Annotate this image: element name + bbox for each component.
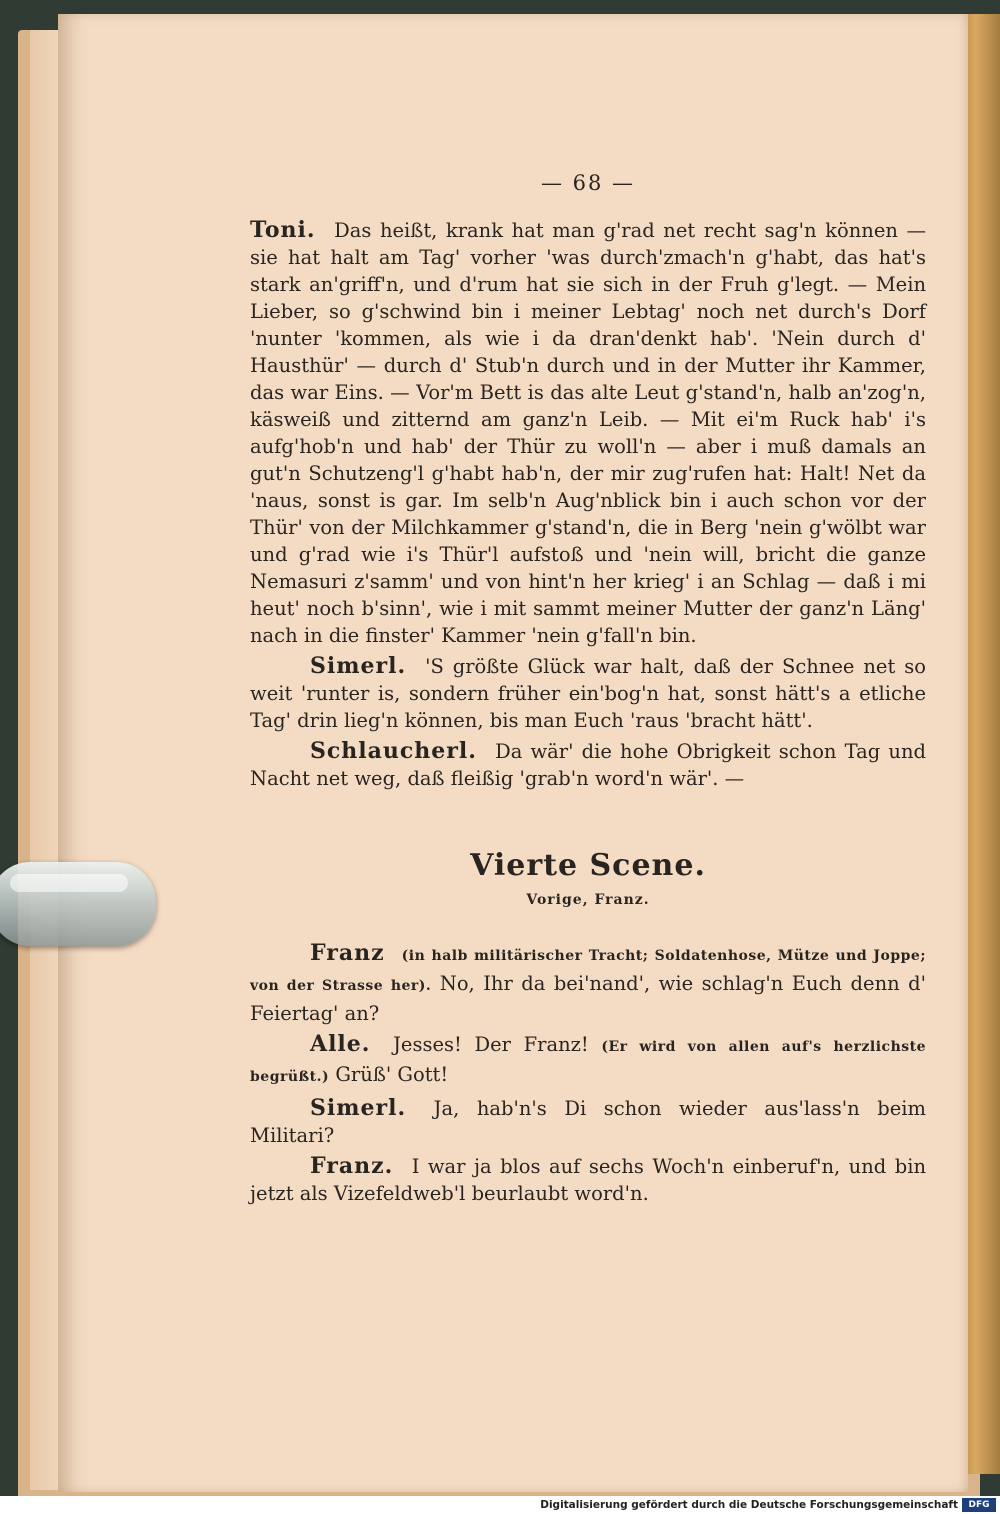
scene-title: Vierte Scene. [470, 848, 706, 883]
dialogue-paragraph [250, 1153, 926, 1207]
dialogue-text: Grüß' Gott! [335, 1063, 449, 1086]
dfg-logo: DFG [962, 1498, 996, 1512]
speaker-name: Simerl. [310, 653, 407, 679]
speaker-name: Franz. [310, 1153, 394, 1179]
page-text [250, 170, 926, 1211]
dialogue-text: No, Ihr da bei'nand', wie schlag'n Euch denn d' Feiertag' an? [250, 972, 926, 1025]
footer-credit: Digitalisierung gefördert durch die Deutsche Forschungsgemeinschaft [540, 1499, 958, 1511]
dialogue-text: Das heißt, krank hat man g'rad net recht sag'n können — sie hat halt am Tag' vorher 'was durch'zmach'n g'habt, das hat's stark an'griff'n, und d'rum hat sie sich in der Fruh g'legt. — Mein Lieber, so g'schwind bin i meiner Lebtag' noch net durch's Dorf 'nunter 'kommen, als wie i da dran'denkt hab'. 'Nein durch d' Hausthür' — durch d' Stub'n durch und in der Mutter ihr Kammer, das war Eins. — Vor'm Bett is das alte Leut g'stand'n, halb an'zog'n, käsweiß und zitternd am ganz'n Leib. — Mit ei'm Ruck hab' i's aufg'hob'n und hab' der Thür zu woll'n — aber i muß damals an gut'n Schutzeng'l g'habt hab'n, der mir zug'rufen hat: Halt! Net da 'naus, sonst is gar. Im selb'n Aug'nblick bin i auch schon vor der Thür' von der Milchkammer g'stand'n, die in Berg 'nein g'wölbt war und g'rad wie i's Thür'l aufstoß und 'nein will, bricht die ganze Nemasuri z'samm' und von hint'n her krieg' i an Schlag — daß i mi heut' noch b'sinn', wie i mit sammt meiner Mutter der ganz'n Läng' nach in die finster' Kammer 'nein g'fall'n bin. [250, 219, 926, 647]
page-stack-strip [30, 30, 60, 1490]
dialogue-paragraph [250, 653, 926, 734]
dialogue-paragraph [250, 738, 926, 792]
dialogue-text: Ja, hab'n's Di schon wieder aus'lass'n beim Militari? [250, 1097, 926, 1147]
speaker-name: Simerl. [310, 1095, 407, 1121]
speaker-name: Schlaucherl. [310, 738, 477, 764]
dialogue-paragraph [250, 217, 926, 649]
dialogue-text: Jesses! Der Franz! [393, 1033, 589, 1056]
dialogue-text: 'S größte Glück war halt, daß der Schnee net so weit 'runter is, sondern früher ein'bog'n hat, sonst hätt's a etliche Tag' drin lieg'n können, bis man Euch 'raus 'bracht hätt'. [250, 655, 926, 732]
dialogue-paragraph [250, 940, 926, 1027]
dialogue-paragraph [250, 1031, 926, 1091]
speaker-name: Alle. [310, 1031, 371, 1057]
stage-direction: (Er wird von allen auf's herzlichste begrüßt.) [250, 1039, 927, 1085]
dialogue-paragraph [250, 1095, 926, 1149]
page-number: — 68 — [540, 171, 636, 195]
dialogue-text: I war ja blos auf sechs Woch'n einberuf'n, und bin jetzt als Vizefeldweb'l beurlaubt word'n. [250, 1155, 927, 1205]
stage-direction: (in halb militärischer Tracht; Soldatenhose, Mütze und Joppe; von der Strasse her). [250, 948, 926, 994]
speaker-name: Toni. [250, 217, 316, 243]
speaker-name: Franz [310, 940, 385, 966]
scene-subtitle: Vorige, Franz. [526, 892, 650, 908]
page-holder-clip [0, 862, 156, 946]
dialogue-text: Da wär' die hohe Obrigkeit schon Tag und Nacht net weg, daß fleißig 'grab'n word'n wär'. — [250, 740, 927, 790]
